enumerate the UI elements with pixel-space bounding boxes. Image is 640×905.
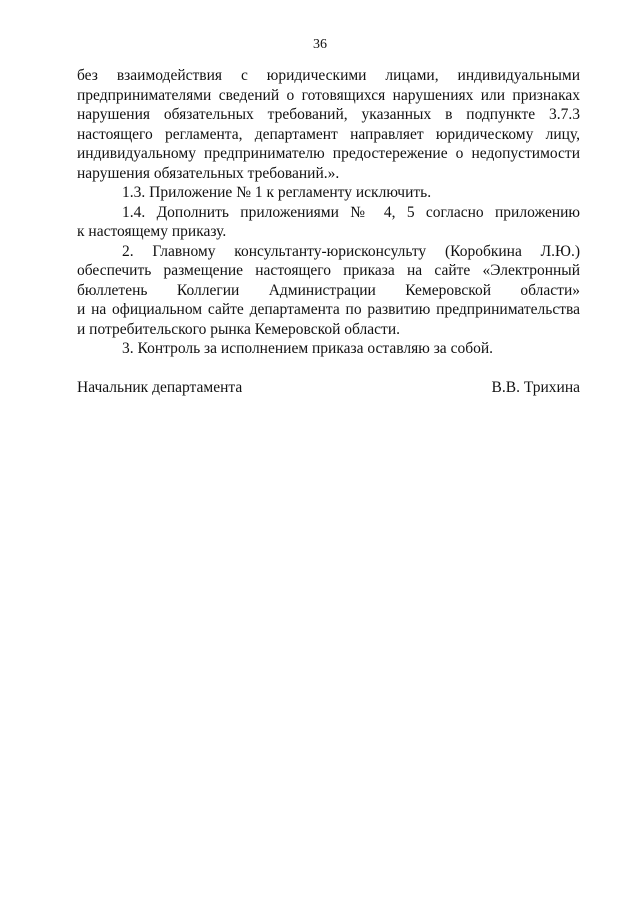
page-number: 36 bbox=[313, 37, 327, 52]
text-line: и на официальном сайте департамента по развитию предпринимательства bbox=[77, 301, 580, 318]
text-line: нарушения обязательных требований.». bbox=[77, 164, 340, 182]
document-body bbox=[77, 66, 580, 359]
paragraph-1-3-continuation bbox=[77, 66, 580, 183]
paragraph-3 bbox=[77, 339, 580, 359]
text-line: без взаимодействия с юридическими лицами, индивидуальными bbox=[77, 67, 580, 84]
text-line: 3. Контроль за исполнением приказа оставляю за собой. bbox=[122, 340, 494, 357]
text-line: нарушения обязательных требований, указанных в подпункте 3.7.3 bbox=[77, 106, 580, 123]
signature-name: В.В. Трихина bbox=[491, 379, 580, 396]
text-line: обеспечить размещение настоящего приказа на сайте «Электронный bbox=[77, 262, 580, 279]
text-line: настоящего регламента, департамент направляет юридическому лицу, bbox=[77, 125, 580, 143]
text-line: 1.3. Приложение № 1 к регламенту исключить. bbox=[122, 184, 432, 201]
text-line: 1.4. Дополнить приложениями № 4, 5 согласно приложению bbox=[122, 203, 580, 221]
signature-block bbox=[77, 378, 580, 398]
text-line: к настоящему приказу. bbox=[77, 223, 227, 240]
signature-position: Начальник департамента bbox=[77, 379, 243, 396]
paragraph-2 bbox=[77, 242, 580, 340]
text-line: индивидуальному предпринимателю предостережение о недопустимости bbox=[77, 145, 580, 162]
paragraph-1-4 bbox=[77, 203, 580, 242]
text-line: и потребительского рынка Кемеровской области. bbox=[77, 320, 400, 338]
text-line: бюллетень Коллегии Администрации Кемеровской области» bbox=[77, 281, 580, 299]
paragraph-1-3 bbox=[77, 183, 580, 203]
text-line: 2. Главному консультанту-юрисконсульту (Коробкина Л.Ю.) bbox=[122, 242, 580, 260]
text-line: предпринимателями сведений о готовящихся нарушениях или признаках bbox=[77, 86, 580, 104]
